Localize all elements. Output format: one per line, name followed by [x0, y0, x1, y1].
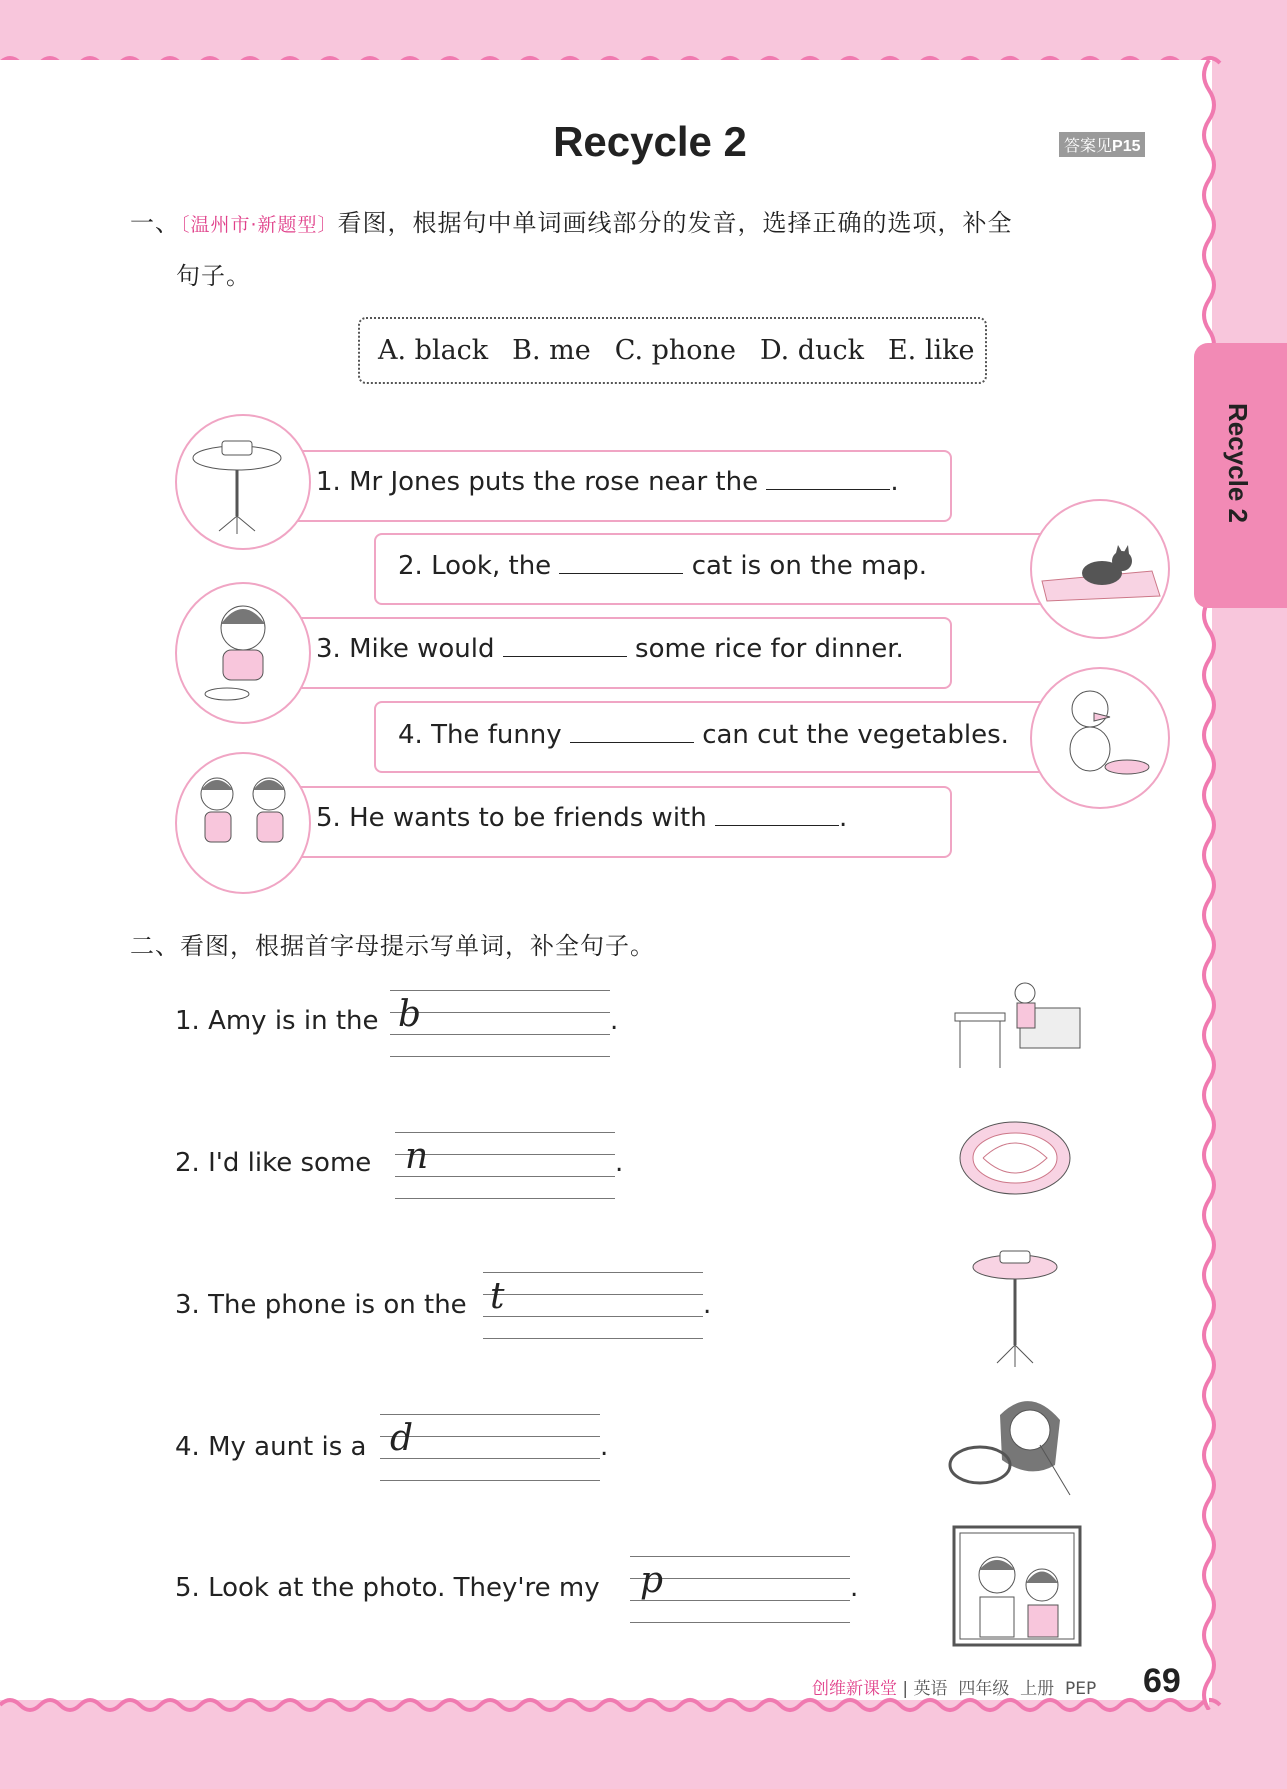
question-3: 3. Mike would some rice for dinner.	[316, 634, 904, 664]
hint-letter: d	[390, 1418, 414, 1459]
option-e: E. like	[887, 335, 975, 366]
hint-letter: t	[490, 1276, 505, 1317]
part1-instruction-cont: 句子。	[176, 262, 251, 290]
part2-question-1: 1. Amy is in the	[175, 1006, 379, 1036]
noodles-picture	[958, 1118, 1073, 1217]
family-photo-picture	[952, 1525, 1082, 1651]
footer-brand: 创维新课堂	[812, 1679, 897, 1699]
page-title: Recycle 2	[553, 118, 747, 165]
option-a: A. black	[378, 335, 489, 366]
answer-blank[interactable]	[715, 803, 839, 826]
hint-letter: p	[640, 1560, 664, 1601]
answer-blank[interactable]	[503, 634, 627, 657]
question-5: 5. He wants to be friends with .	[316, 803, 848, 833]
side-tab	[1194, 343, 1287, 608]
part2-question-2: 2. I'd like some	[175, 1148, 372, 1178]
part2-instruction: 二、看图，根据首字母提示写单词，补全句子。	[130, 932, 655, 960]
question-1: 1. Mr Jones puts the rose near the .	[316, 467, 899, 497]
answer-reference: 答案见P15	[1059, 132, 1145, 157]
writing-lines[interactable]	[483, 1272, 703, 1340]
duck-icon	[1032, 669, 1168, 807]
writing-lines[interactable]	[390, 990, 610, 1058]
picture-duck-cooking	[1030, 667, 1170, 809]
question-4: 4. The funny can cut the vegetables.	[398, 720, 1009, 750]
picture-boy-eating	[175, 582, 311, 724]
table-icon	[177, 416, 309, 548]
answer-blank[interactable]	[766, 467, 890, 490]
part2-question-5: 5. Look at the photo. They're my	[175, 1573, 600, 1603]
cat-icon	[1032, 501, 1168, 637]
picture-table-phone	[175, 414, 311, 550]
table-phone-picture	[955, 1245, 1075, 1374]
hint-letter: n	[405, 1136, 429, 1177]
options-box	[358, 317, 987, 384]
option-d: D. duck	[759, 335, 864, 366]
part2-question-3: 3. The phone is on the	[175, 1290, 467, 1320]
picture-cat-on-map	[1030, 499, 1170, 639]
picture-two-boys	[175, 752, 311, 894]
question-2: 2. Look, the cat is on the map.	[398, 551, 928, 581]
answer-blank[interactable]	[559, 551, 683, 574]
answer-blank[interactable]	[570, 720, 694, 743]
boys-icon	[177, 754, 309, 892]
driver-picture	[940, 1385, 1090, 1509]
bedroom-icon	[950, 968, 1085, 1073]
table-icon	[955, 1245, 1075, 1370]
option-c: C. phone	[614, 335, 736, 366]
footer: 创维新课堂 | 英语 四年级 上册 PEP	[812, 1679, 1097, 1699]
hint-letter: b	[398, 994, 422, 1035]
option-b: B. me	[512, 335, 591, 366]
page-number: 69	[1143, 1662, 1181, 1700]
driver-icon	[940, 1385, 1090, 1505]
source-tag: 〔温州市·新题型〕	[180, 214, 338, 236]
part1-instruction: 一、〔温州市·新题型〕看图，根据句中单词画线部分的发音，选择正确的选项，补全	[130, 209, 1013, 237]
part2-question-4: 4. My aunt is a	[175, 1432, 367, 1462]
noodles-icon	[958, 1118, 1073, 1213]
photo-icon	[952, 1525, 1082, 1647]
bedroom-picture	[950, 968, 1085, 1077]
right-wave-border	[1194, 60, 1224, 1710]
boy-icon	[177, 584, 309, 722]
side-tab-label: Recycle 2	[1223, 403, 1253, 523]
